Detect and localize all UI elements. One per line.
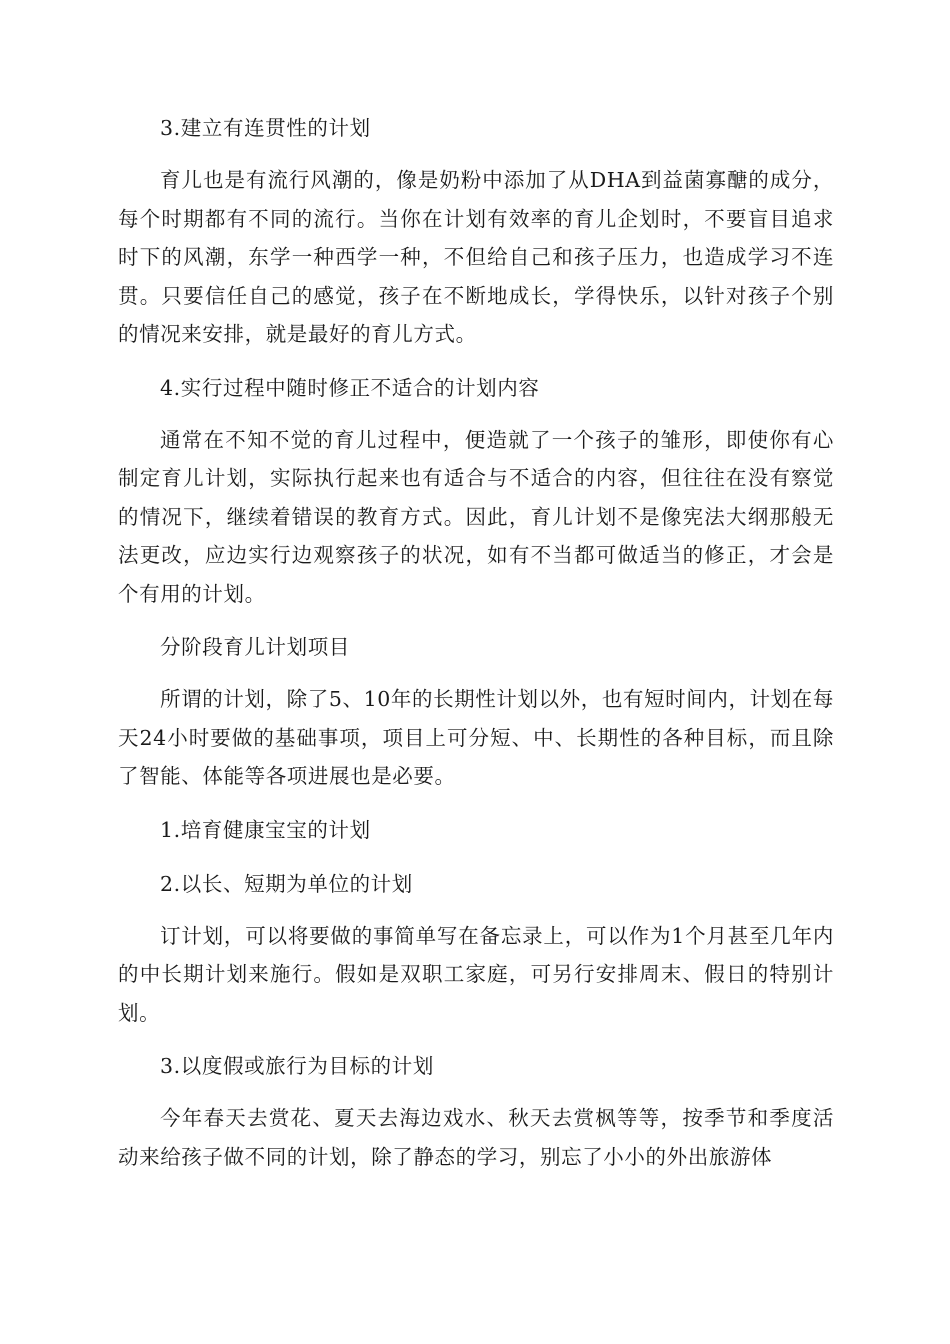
section-heading-healthy-baby: 1.培育健康宝宝的计划 bbox=[160, 817, 371, 842]
paragraph-parenting-trends: 育儿也是有流行风潮的，像是奶粉中添加了从DHA到益菌寡醣的成分，每个时期都有不同的流行。当你在计划有效率的育儿企划时，不要盲目追求时下的风潮，东学一种西学一种，不但给自己和孩子压力，也造成学习不连贯。只要信任自己的感觉，孩子在不断地成长，学得快乐，以针对孩子个别的情况来安排，就是最好的育儿方式。 bbox=[118, 168, 834, 346]
document-body bbox=[118, 108, 834, 1176]
paragraph-staged-plan: 所谓的计划，除了5、10年的长期性计划以外，也有短时间内，计划在每天24小时要做的基础事项，项目上可分短、中、长期性的各种目标，而且除了智能、体能等各项进展也是必要。 bbox=[118, 687, 834, 788]
paragraph-vacation-plan: 今年春天去赏花、夏天去海边戏水、秋天去赏枫等等，按季节和季度活动来给孩子做不同的计划，除了静态的学习，别忘了小小的外出旅游体 bbox=[118, 1106, 834, 1169]
paragraph-revise-plan: 通常在不知不觉的育儿过程中，便造就了一个孩子的雏形，即使你有心制定育儿计划，实际执行起来也有适合与不适合的内容，但往往在没有察觉的情况下，继续着错误的教育方式。因此，育儿计划不是像宪法大纲那般无法更改，应边实行边观察孩子的状况，如有不当都可做适当的修正，才会是个有用的计划。 bbox=[118, 427, 834, 606]
section-heading-long-short-term: 2.以长、短期为单位的计划 bbox=[160, 871, 413, 896]
section-heading-vacation-plan: 3.以度假或旅行为目标的计划 bbox=[160, 1054, 434, 1078]
section-heading-revise-plan: 4.实行过程中随时修正不适合的计划内容 bbox=[160, 375, 540, 400]
section-heading-staged-plan: 分阶段育儿计划项目 bbox=[160, 635, 350, 659]
section-heading-coherent-plan: 3.建立有连贯性的计划 bbox=[160, 116, 371, 140]
paragraph-long-short-term: 订计划，可以将要做的事简单写在备忘录上，可以作为1个月甚至几年内的中长期计划来施行。假如是双职工家庭，可另行安排周末、假日的特别计划。 bbox=[118, 923, 834, 1025]
